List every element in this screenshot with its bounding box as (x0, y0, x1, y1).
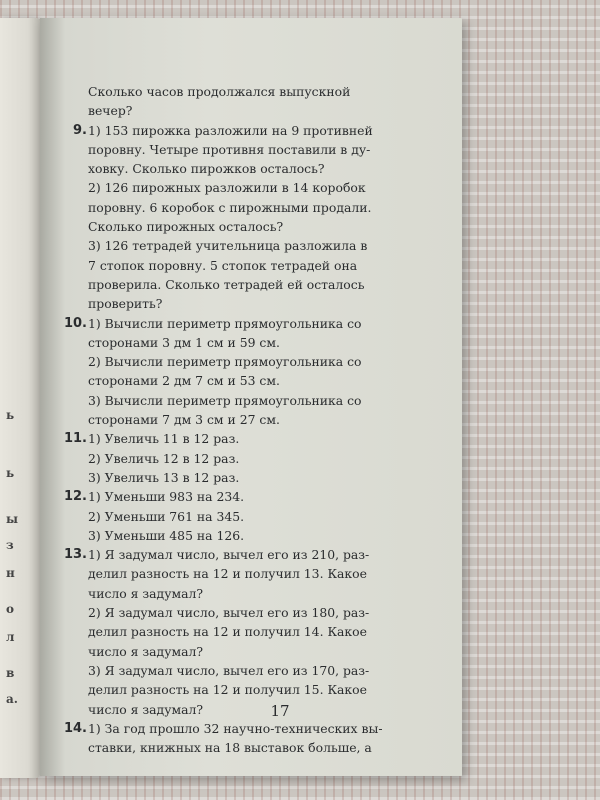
text-line (88, 294, 478, 313)
line-text: 7 стопок поровну. 5 стопок тетрадей она (88, 257, 358, 273)
line-text: 3) Увеличь 13 в 12 раз. (88, 469, 240, 485)
task-first-line (63, 719, 478, 738)
line-text: число я задумал? (88, 701, 204, 717)
task-first-line (63, 429, 478, 448)
task-number: 9. (73, 122, 87, 138)
line-text: делил разность на 12 и получил 15. Какое (88, 682, 367, 698)
line-text: 3) Уменьши 485 на 126. (88, 527, 245, 543)
line-text: 3) Я задумал число, вычел его из 170, раз- (88, 662, 370, 678)
line-text: 3) 126 тетрадей учительница разложила в (88, 238, 368, 254)
text-line (88, 101, 478, 120)
line-text: 1) Вычисли периметр прямоугольника со (88, 315, 362, 331)
line-text: поровну. 6 коробок с пирожными продали. (88, 199, 372, 215)
task-first-line (63, 487, 478, 506)
text-line (88, 159, 478, 178)
text-line (88, 680, 478, 699)
line-text: сторонами 2 дм 7 см и 53 см. (88, 373, 280, 389)
line-text: ставки, книжных на 18 выставок больше, а (88, 740, 372, 756)
text-line (88, 449, 478, 468)
page-text (63, 82, 478, 757)
left-page-fragment: з (6, 538, 14, 552)
text-line (88, 391, 478, 410)
task-number: 13. (63, 547, 87, 563)
line-text: поровну. Четыре противня поставили в ду- (88, 141, 371, 157)
text-line (88, 371, 478, 390)
text-line (88, 738, 478, 757)
text-line (88, 410, 478, 429)
line-text: число я задумал? (88, 643, 204, 659)
line-text: 3) Вычисли периметр прямоугольника со (88, 392, 362, 408)
line-text: делил разность на 12 и получил 14. Какое (88, 624, 367, 640)
line-text: 1) Уменьши 983 на 234. (88, 489, 245, 505)
left-page-fragment: ь (6, 466, 15, 480)
line-text: сторонами 3 дм 1 см и 59 см. (88, 334, 280, 350)
line-text: 2) 126 пирожных разложили в 14 коробок (88, 180, 366, 196)
text-line (88, 584, 478, 603)
line-text: вечер? (88, 103, 133, 119)
text-line (88, 642, 478, 661)
text-line (88, 622, 478, 641)
left-page-fragment: а. (6, 692, 18, 706)
left-page-fragment: ы (6, 512, 19, 526)
line-text: 2) Уменьши 761 на 345. (88, 508, 245, 524)
task-number: 10. (63, 315, 87, 331)
left-page-fragment: в (6, 666, 15, 680)
line-text: проверить? (88, 296, 163, 312)
text-line (88, 564, 478, 583)
line-text: делил разность на 12 и получил 13. Какое (88, 566, 367, 582)
line-text: Сколько пирожных осталось? (88, 219, 284, 235)
left-page-fragment: о (6, 602, 15, 616)
text-line (88, 275, 478, 294)
text-line (88, 468, 478, 487)
task-first-line (73, 121, 478, 140)
text-line (88, 198, 478, 217)
text-line (88, 661, 478, 680)
left-page-fragment: н (6, 566, 15, 580)
text-line (88, 217, 478, 236)
task-number: 14. (63, 720, 87, 736)
line-text: 1) 153 пирожка разложили на 9 противней (88, 122, 373, 138)
line-text: проверила. Сколько тетрадей ей осталось (88, 276, 365, 292)
text-line (88, 178, 478, 197)
left-page-fragment: ь (6, 408, 15, 422)
left-page-fragment: л (6, 630, 15, 644)
line-text: ховку. Сколько пирожков осталось? (88, 161, 325, 177)
task-first-line (63, 314, 478, 333)
line-text: 2) Увеличь 12 в 12 раз. (88, 450, 240, 466)
text-line (88, 82, 478, 101)
text-line (88, 603, 478, 622)
line-text: 1) За год прошло 32 научно-технических вы- (88, 720, 383, 736)
line-text: 1) Увеличь 11 в 12 раз. (88, 431, 240, 447)
text-line (88, 526, 478, 545)
text-line (88, 352, 478, 371)
left-page-edge (0, 18, 40, 778)
line-text: 1) Я задумал число, вычел его из 210, раз- (88, 547, 370, 563)
line-text: сторонами 7 дм 3 см и 27 см. (88, 412, 280, 428)
text-line (88, 256, 478, 275)
line-text: 2) Вычисли периметр прямоугольника со (88, 354, 362, 370)
task-number: 11. (63, 431, 87, 447)
text-line (88, 236, 478, 255)
line-text: Сколько часов продолжался выпускной (88, 84, 351, 99)
line-text: 2) Я задумал число, вычел его из 180, раз- (88, 605, 370, 621)
line-text: число я задумал? (88, 585, 204, 601)
text-line (88, 140, 478, 159)
page-number: 17 (270, 702, 290, 720)
book-page (40, 18, 462, 776)
text-line (88, 333, 478, 352)
text-line (88, 507, 478, 526)
task-number: 12. (63, 489, 87, 505)
task-first-line (63, 545, 478, 564)
